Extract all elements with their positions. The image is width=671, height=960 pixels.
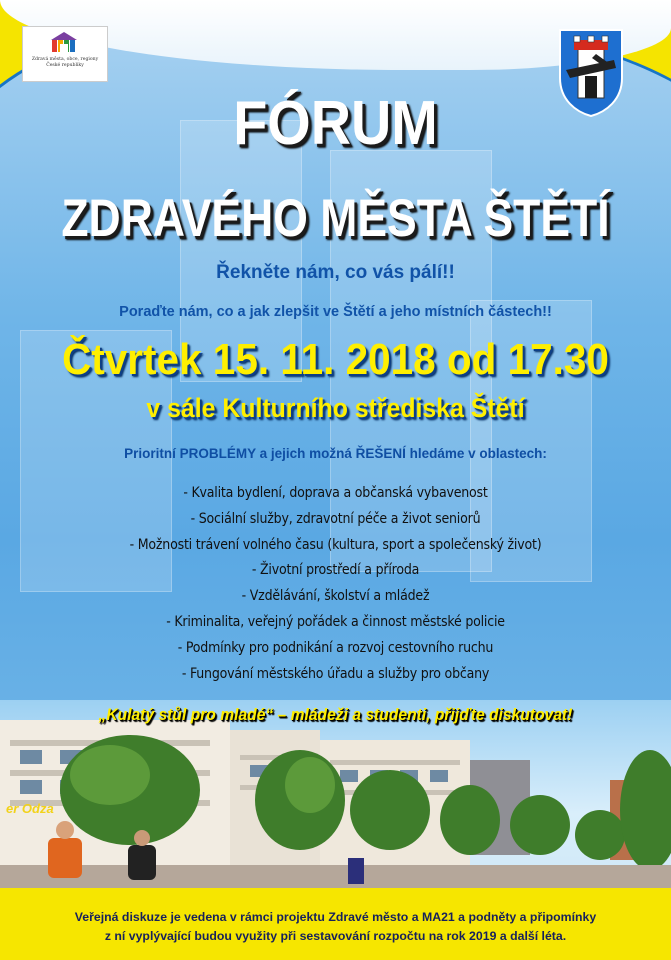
youth-callout: „Kulatý stůl pro mladé“ – mládeži a studenti, přijďte diskutovat! bbox=[98, 705, 573, 724]
topic-item: - Vzdělávání, školství a mládež bbox=[241, 588, 430, 605]
healthy-cities-logo bbox=[22, 26, 108, 82]
topic-item: - Kriminalita, veřejný pořádek a činnost městské policie bbox=[166, 613, 505, 630]
event-place: v sále Kulturního střediska Štětí bbox=[146, 393, 525, 423]
footer-line2: z ní vyplývající budou využity při sestavování rozpočtu na rok 2019 a další léta. bbox=[104, 929, 567, 943]
footer-text bbox=[0, 908, 671, 946]
street-photo bbox=[0, 700, 671, 890]
house-logo-icon bbox=[49, 31, 79, 53]
tagline: Poraďte nám, co a jak zlepšit ve Štětí a jeho místních částech!! bbox=[119, 304, 552, 320]
topic-item: - Podmínky pro podnikání a rozvoj cestovního ruchu bbox=[177, 639, 494, 656]
logo-caption bbox=[25, 57, 105, 69]
topic-list bbox=[0, 481, 671, 687]
topic-item: - Fungování městského úřadu a služby pro občany bbox=[181, 665, 490, 682]
street-scene-illustration bbox=[0, 700, 671, 890]
shop-sign: er Odza bbox=[6, 801, 54, 816]
topic-item: - Životní prostředí a příroda bbox=[251, 562, 420, 579]
topic-item: - Kvalita bydlení, doprava a občanská vybavenost bbox=[183, 485, 488, 501]
footer-line1: Veřejná diskuze je vedena v rámci projektu Zdravé město a MA21 a podněty a připomínky bbox=[74, 910, 597, 924]
logo-caption-line1: Zdravá města, obce, regiony bbox=[31, 57, 99, 62]
title-line1: FÓRUM bbox=[233, 89, 438, 158]
title-line2: ZDRAVÉHO MĚSTA ŠTĚTÍ bbox=[61, 189, 610, 248]
event-date: Čtvrtek 15. 11. 2018 od 17.30 bbox=[62, 335, 609, 384]
topic-item: - Sociální služby, zdravotní péče a život seniorů bbox=[190, 510, 481, 527]
topic-item: - Možnosti trávení volného času (kultura, sport a společenský život) bbox=[129, 536, 542, 553]
subtitle: Řekněte nám, co vás pálí!! bbox=[216, 262, 455, 283]
logo-caption-line2: České republiky bbox=[46, 63, 84, 68]
topics-lead: Prioritní PROBLÉMY a jejich možná ŘEŠENÍ hledáme v oblastech: bbox=[124, 446, 547, 461]
